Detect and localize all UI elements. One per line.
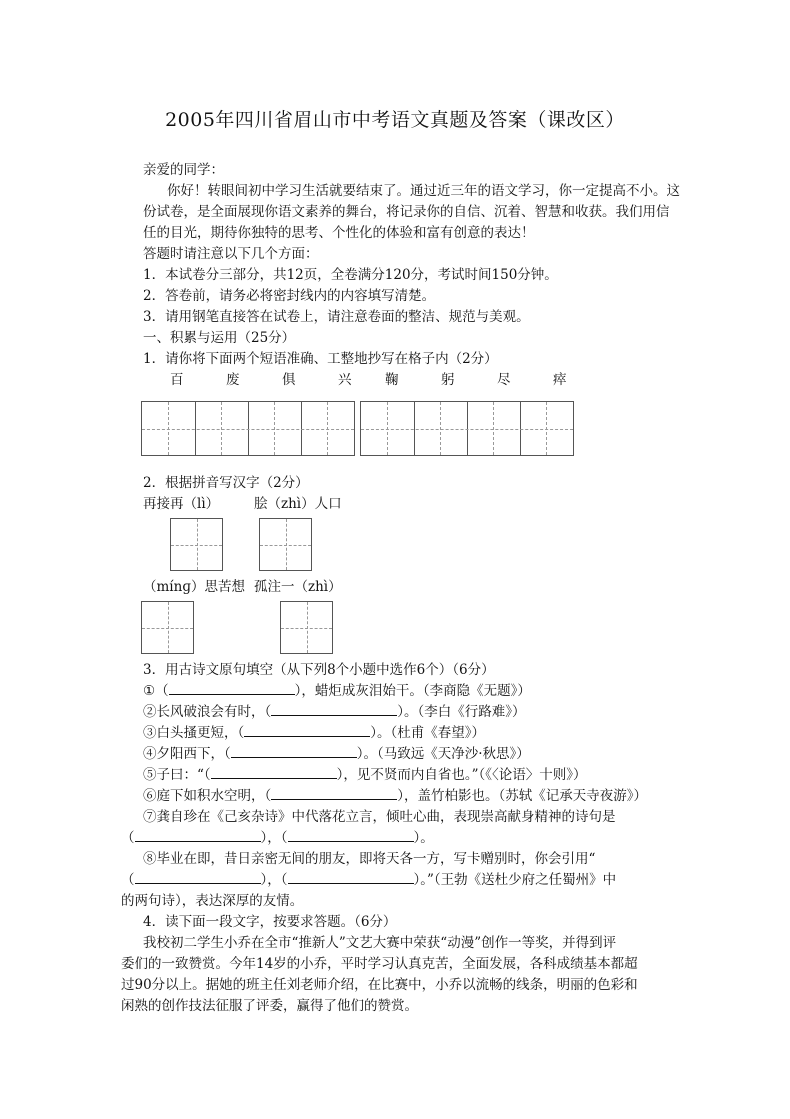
q1-char: 兴 xyxy=(338,372,352,388)
writing-grid-1[interactable] xyxy=(141,401,355,456)
notice-item: 2．答卷前，请务必将密封线内的内容填写清楚。 xyxy=(143,288,436,304)
q1-char: 废 xyxy=(226,372,240,388)
q2-item: （mínɡ）思苦想 xyxy=(143,579,245,595)
section-heading: 一、积累与运用（25分） xyxy=(143,330,296,346)
q3-text: ）。（杜甫《春望》） xyxy=(370,725,485,741)
q3-line-7: ⑦龚自珍在《己亥杂诗》中代落花立言，倾吐心曲，表现崇高献身精神的诗句是 xyxy=(143,809,616,825)
q3-text: ④夕阳西下，（ xyxy=(143,746,231,762)
q4-paragraph-line: 过90分以上。据她的班主任刘老师介绍，在比赛中，小乔以流畅的线条，明丽的色彩和 xyxy=(121,977,638,993)
q3-text: ）。（马致远《天净沙·秋思》） xyxy=(356,746,530,762)
q1-phrase-2 xyxy=(385,370,609,391)
q1-char: 鞠 xyxy=(385,372,399,388)
writing-grid-2[interactable] xyxy=(360,401,574,456)
intro-line: 份试卷，是全面展现你语文素养的舞台，将记录你的自信、沉着、智慧和收获。我们用信 xyxy=(143,204,670,220)
q3-text: ）。（李白《行路难》） xyxy=(397,704,526,720)
intro-line: 你好！转眼间初中学习生活就要结束了。通过近三年的语文学习，你一定提高不小。这 xyxy=(167,183,680,199)
answer-blank[interactable] xyxy=(135,870,261,884)
q3-text: ），见不贤而内自省也。”（《〈论语〉十则》） xyxy=(336,767,587,783)
q3-line-5 xyxy=(143,765,587,786)
page-title: 2005年四川省眉山市中考语文真题及答案（课改区） xyxy=(165,109,625,131)
answer-blank[interactable] xyxy=(271,702,397,716)
q3-text: ），（ xyxy=(260,872,288,888)
answer-blank[interactable] xyxy=(288,828,414,842)
answer-box[interactable] xyxy=(280,601,333,654)
q3-text: （ xyxy=(121,872,135,888)
answer-box[interactable] xyxy=(141,601,194,654)
q1-char: 躬 xyxy=(441,372,455,388)
q3-text: ③白头搔更短，（ xyxy=(143,725,245,741)
greeting: 亲爱的同学： xyxy=(143,162,224,178)
q3-line-8-end: 的两句诗），表达深厚的友情。 xyxy=(121,893,304,909)
q3-line-7-blanks xyxy=(121,828,434,849)
q3-text: ）。”（王勃《送杜少府之任蜀州》中 xyxy=(413,872,617,888)
answer-box[interactable] xyxy=(170,518,223,571)
notice-item: 1．本试卷分三部分，共12页，全卷满分120分，考试时间150分钟。 xyxy=(143,267,558,283)
q2-item: 孤注一（zhì） xyxy=(254,579,342,595)
q3-text: ②长风破浪会有时，（ xyxy=(143,704,272,720)
q2-item: 再接再（lì） xyxy=(143,496,220,512)
q2-prompt: 2．根据拼音写汉字（2分） xyxy=(143,475,309,491)
answer-blank[interactable] xyxy=(288,870,414,884)
q1-prompt: 1．请你将下面两个短语准确、工整地抄写在格子内（2分） xyxy=(143,351,498,367)
intro-line: 任的目光，期待你独特的思考、个性化的体验和富有创意的表达！ xyxy=(143,225,535,241)
q3-text: ），蜡炬成灰泪始干。（李商隐《无题》） xyxy=(294,683,531,699)
answer-blank[interactable] xyxy=(271,786,397,800)
q3-text: ），盖竹柏影也。（苏轼《记承天寺夜游》） xyxy=(397,788,647,804)
q3-text: （ xyxy=(121,830,135,846)
q1-char: 百 xyxy=(170,372,184,388)
q2-item: 脍（zhì）人口 xyxy=(254,496,342,512)
q1-phrase-1 xyxy=(170,370,394,391)
q3-line-6 xyxy=(143,786,647,807)
answer-blank[interactable] xyxy=(211,765,337,779)
q3-text: ⑥庭下如积水空明，（ xyxy=(143,788,272,804)
q3-line-1 xyxy=(143,681,531,702)
answer-blank[interactable] xyxy=(135,828,261,842)
q3-text: ）。 xyxy=(413,830,434,846)
q3-line-8: ⑧毕业在即，昔日亲密无间的朋友，即将天各一方，写卡赠别时，你会引用“ xyxy=(143,851,596,867)
q4-prompt: 4．读下面一段文字，按要求答题。（6分） xyxy=(143,914,397,930)
q3-text: ⑤子曰：“（ xyxy=(143,767,211,783)
q3-line-2 xyxy=(143,702,526,723)
q3-line-8-blanks xyxy=(121,870,616,891)
q3-prompt: 3．用古诗文原句填空（从下列8个小题中选作6个）（6分） xyxy=(143,662,495,678)
answer-blank[interactable] xyxy=(169,681,295,695)
answer-blank[interactable] xyxy=(244,723,370,737)
q4-paragraph-line: 我校初二学生小乔在全市“推新人”文艺大赛中荣获“动漫”创作一等奖，并得到评 xyxy=(143,935,617,951)
answer-box[interactable] xyxy=(259,518,312,571)
q3-line-4 xyxy=(143,744,530,765)
q1-char: 瘁 xyxy=(553,372,567,388)
notice-heading: 答题时请注意以下几个方面： xyxy=(143,246,319,262)
q1-char: 俱 xyxy=(282,372,296,388)
q3-line-3 xyxy=(143,723,485,744)
answer-blank[interactable] xyxy=(231,744,357,758)
q3-text: ），（ xyxy=(260,830,288,846)
q4-paragraph-line: 闲熟的创作技法征服了评委，赢得了他们的赞赏。 xyxy=(121,998,418,1014)
q4-paragraph-line: 委们的一致赞赏。今年14岁的小乔，平时学习认真克苦，全面发展，各科成绩基本都超 xyxy=(121,956,638,972)
q1-char: 尽 xyxy=(497,372,511,388)
q3-text: ①（ xyxy=(143,683,169,699)
notice-item: 3．请用钢笔直接答在试卷上，请注意卷面的整洁、规范与美观。 xyxy=(143,309,530,325)
